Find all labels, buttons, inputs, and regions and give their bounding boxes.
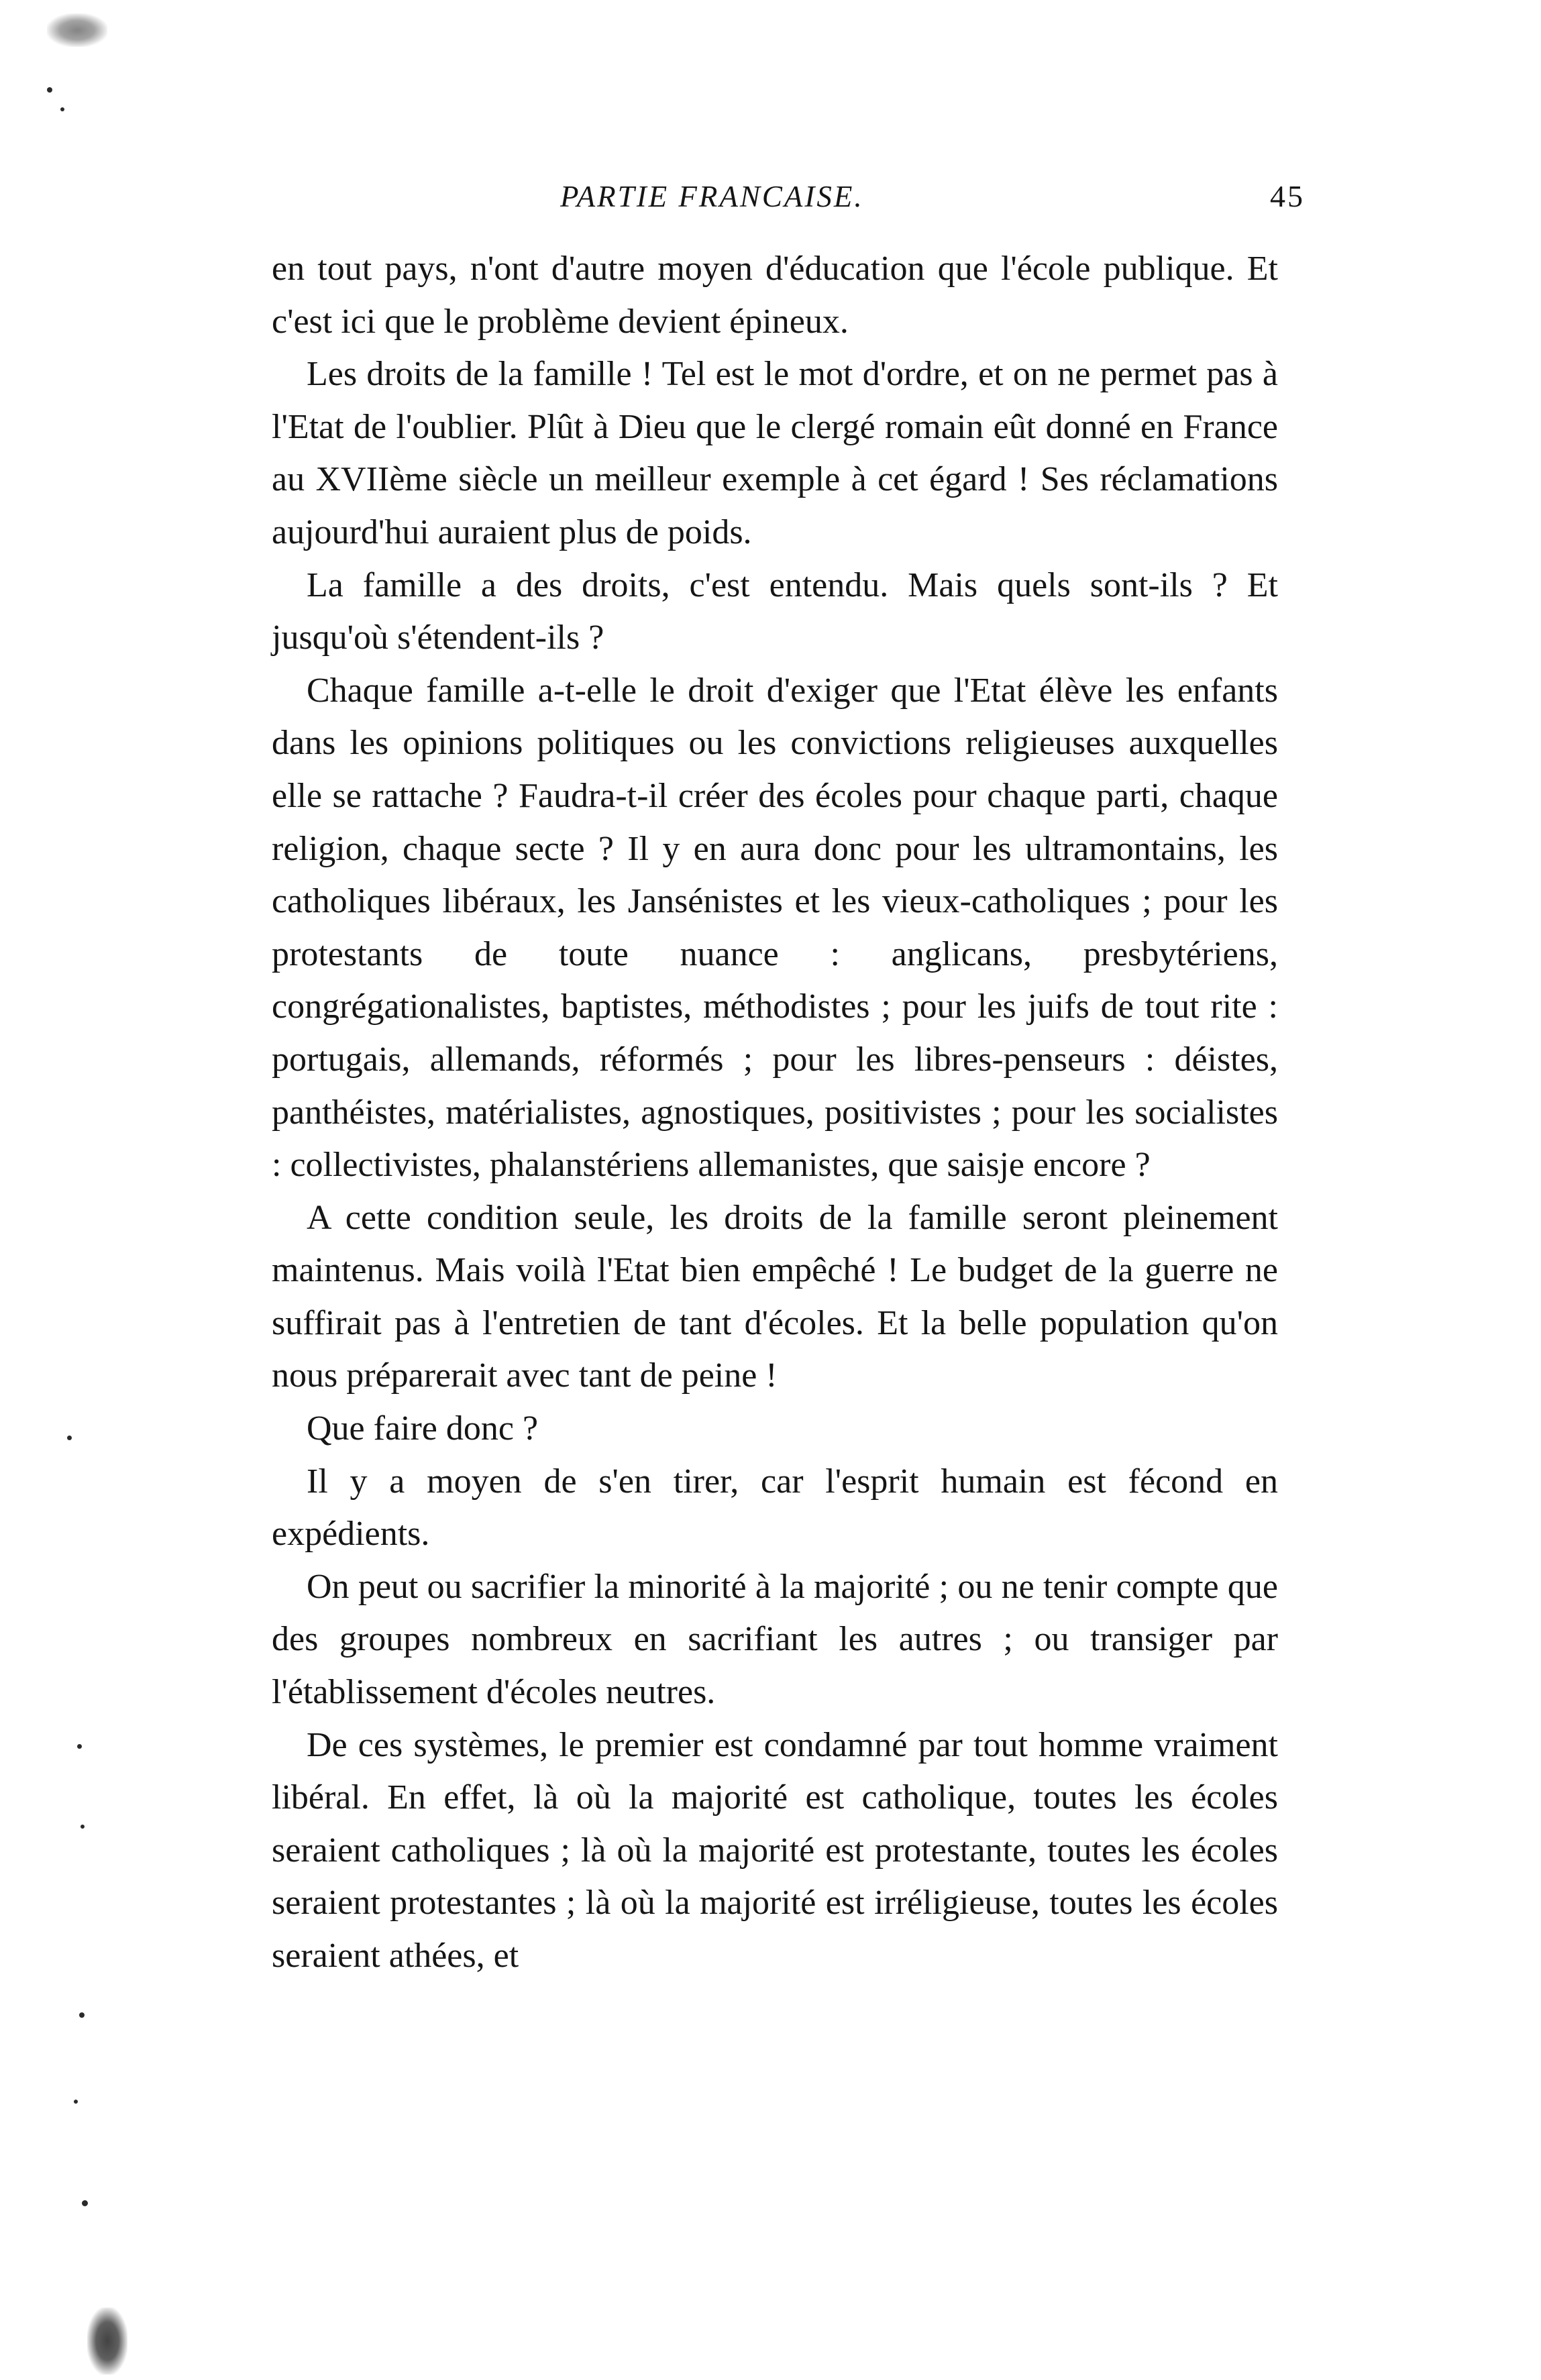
gutter-speck (60, 107, 64, 111)
gutter-speck (47, 87, 52, 93)
page-gutter (40, 0, 134, 2380)
body-text (272, 243, 1278, 1983)
paragraph: On peut ou sacrifier la minorité à la majorité ; ou ne tenir compte que des groupes nombreux en sacrifiant les autres ; ou transiger par l'établissement d'écoles neutres. (272, 1567, 1278, 1712)
gutter-speck (67, 1436, 72, 1440)
paragraph: Les droits de la famille ! Tel est le mot d'ordre, et on ne permet pas à l'Etat de l'oublier. Plût à Dieu que le clergé romain eût donné en France au XVIIème siècle un meilleur exemple à cet égard ! Ses réclamations aujourd'hui auraient plus de poids. (272, 355, 1278, 551)
paragraph: La famille a des droits, c'est entendu. Mais quels sont-ils ? Et jusqu'où s'étendent-ils ? (272, 565, 1278, 657)
running-title: PARTIE FRANCAISE. (560, 180, 864, 213)
scan-blot (87, 2308, 127, 2375)
gutter-speck (81, 1825, 85, 1829)
page-number: 45 (1270, 179, 1305, 213)
gutter-speck (79, 2012, 85, 2018)
paragraph: A cette condition seule, les droits de la famille seront pleinement maintenus. Mais voilà l'Etat bien empêché ! Le budget de la guerre ne suffirait pas à l'entretien de tant d'écoles. Et la belle population qu'on nous préparerait avec tant de peine ! (272, 1198, 1278, 1395)
running-head (272, 173, 1305, 220)
gutter-speck (74, 2100, 78, 2104)
paragraph: Il y a moyen de s'en tirer, car l'esprit humain est fécond en expédients. (272, 1462, 1278, 1554)
paragraph: en tout pays, n'ont d'autre moyen d'éducation que l'école publique. Et c'est ici que le problème devient épineux. (272, 250, 1278, 341)
paragraph: Que faire donc ? (307, 1409, 539, 1448)
gutter-speck (82, 2200, 88, 2206)
paragraph: Chaque famille a-t-elle le droit d'exiger que l'Etat élève les enfants dans les opinions politiques ou les convictions religieuses auxquelles elle se rattache ? Faudra-t-il créer des écoles pour chaque parti, chaque religion, chaque secte ? Il y en aura donc pour les ultramontains, les catholiques libéraux, les Jansénistes et les vieux-catholiques ; pour les protestants de toute nuance : anglicans, presbytériens, congrégationalistes, baptistes, méthodistes ; pour les juifs de tout rite : portugais, allemands, réformés ; pour les libres-penseurs : déistes, panthéistes, matérialistes, agnostiques, positivistes ; pour les socialistes : collectivistes, phalanstériens allemanistes, que saisje encore ? (272, 671, 1278, 1185)
gutter-speck (77, 1744, 82, 1749)
scan-blot (47, 13, 107, 47)
paragraph: De ces systèmes, le premier est condamné par tout homme vraiment libéral. En effet, là où la majorité est catholique, toutes les écoles seraient catholiques ; là où la majorité est protestante, toutes les écoles seraient protestantes ; là où la majorité est irréligieuse, toutes les écoles seraient athées, et (272, 1725, 1278, 1975)
